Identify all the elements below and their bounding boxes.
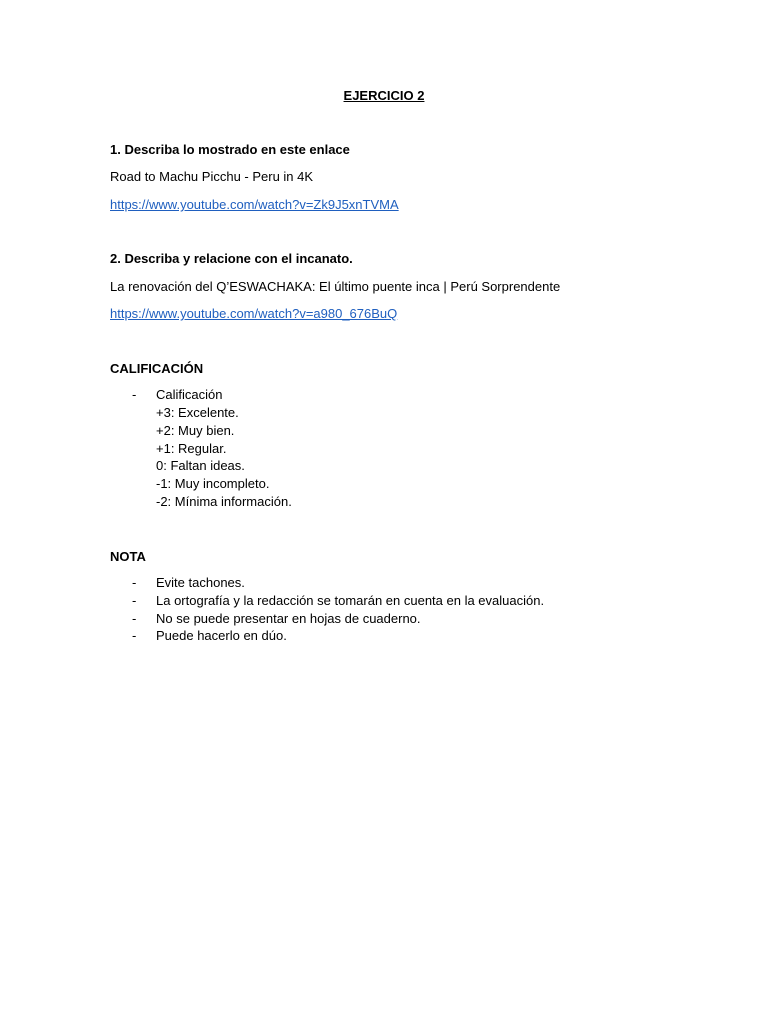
scale-line: +1: Regular. (156, 440, 227, 456)
bullet-dash: - (132, 628, 137, 644)
calificacion-item-label: Calificación (156, 387, 223, 402)
scale-line: +3: Excelente. (156, 405, 239, 420)
list-item (110, 592, 544, 610)
document-title: EJERCICIO 2 (343, 88, 425, 103)
nota-list (110, 574, 544, 645)
calificacion-list (110, 386, 222, 404)
calificacion-heading: CALIFICACIÓN (110, 361, 204, 376)
calificacion-scale (156, 404, 292, 511)
question-1-video-title: Road to Machu Picchu - Peru in 4K (110, 169, 314, 184)
bullet-dash: - (132, 592, 137, 608)
question-2-heading: 2. Describa y relacione con el incanato. (110, 251, 353, 266)
bullet-dash: - (132, 387, 137, 402)
bullet-dash: - (132, 610, 137, 626)
scale-line: 0: Faltan ideas. (156, 458, 245, 474)
list-item (110, 610, 544, 628)
nota-heading: NOTA (110, 549, 146, 564)
question-2-video-title: La renovación del Q’ESWACHAKA: El último puente inca | Perú Sorprendente (110, 279, 561, 294)
scale-line: -1: Muy incompleto. (156, 476, 270, 492)
question-2-link[interactable]: https://www.youtube.com/watch?v=a980_676BuQ (110, 306, 398, 321)
nota-item-text: La ortografía y la redacción se tomarán en cuenta en la evaluación. (156, 592, 545, 608)
nota-item-text: Puede hacerlo en dúo. (156, 628, 287, 644)
scale-line: -2: Mínima información. (156, 493, 292, 509)
nota-item-text: Evite tachones. (156, 575, 245, 590)
scale-line: +2: Muy bien. (156, 422, 235, 438)
nota-item-text: No se puede presentar en hojas de cuaderno. (156, 610, 421, 626)
list-item (110, 627, 544, 645)
question-1-link[interactable]: https://www.youtube.com/watch?v=Zk9J5xnTVMA (110, 197, 399, 212)
question-1-heading: 1. Describa lo mostrado en este enlace (110, 142, 350, 157)
bullet-dash: - (132, 575, 137, 590)
list-item (110, 574, 544, 592)
list-item (110, 386, 222, 404)
